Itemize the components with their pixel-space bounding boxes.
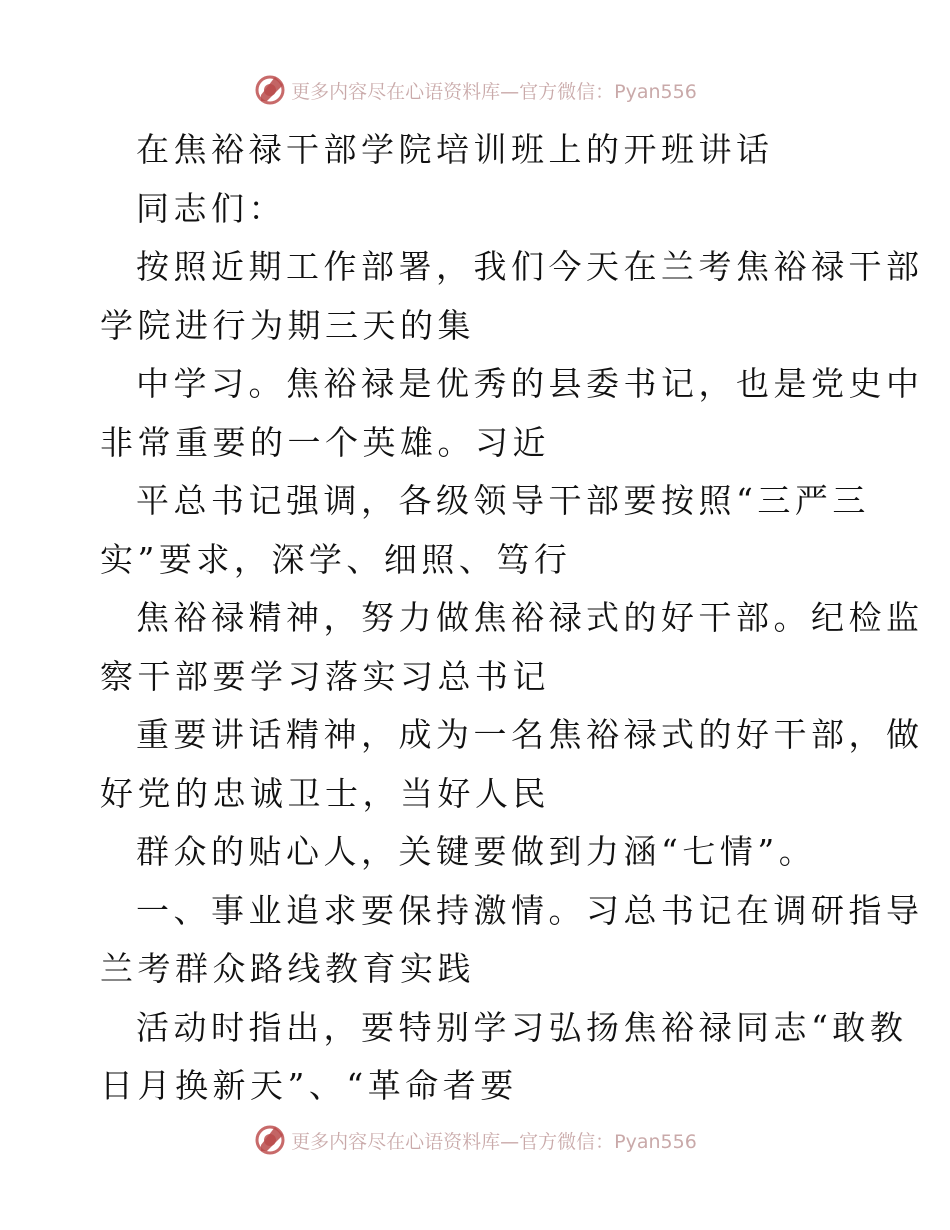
document-title: 在焦裕禄干部学院培训班上的开班讲话 xyxy=(136,130,774,169)
footer-watermark xyxy=(0,1120,950,1160)
paragraph-line: 按照近期工作部署，我们今天在兰考焦裕禄干部 xyxy=(136,247,924,286)
paragraph-line: 重要讲话精神，成为一名焦裕禄式的好干部，做 xyxy=(136,715,924,754)
paragraph-line: 活动时指出，要特别学习弘扬焦裕禄同志“敢教 xyxy=(136,1007,908,1047)
paragraph-line: 察干部要学习落实习总书记 xyxy=(100,656,550,696)
paragraph-line: 日月换新天”、“革命者要 xyxy=(100,1066,518,1105)
header-watermark xyxy=(0,70,950,110)
paragraph-line: 中学习。焦裕禄是优秀的县委书记，也是党史中 xyxy=(136,364,924,403)
paragraph-line: 焦裕禄精神，努力做焦裕禄式的好干部。纪检监 xyxy=(136,598,924,637)
paragraph-line: 好党的忠诚卫士，当好人民 xyxy=(100,773,550,813)
paragraph-line: 群众的贴心人，关键要做到力涵“七情”。 xyxy=(136,832,817,871)
salutation: 同志们： xyxy=(136,188,286,228)
section-heading-line: 一、事业追求要保持激情。习总书记在调研指导 xyxy=(136,890,924,930)
paragraph-line: 兰考群众路线教育实践 xyxy=(100,949,475,988)
red-circle-pen-logo-icon xyxy=(253,73,287,107)
watermark-text: 更多内容尽在心语资料库—官方微信：Pyan556 xyxy=(291,80,697,103)
paragraph-line: 非常重要的一个英雄。习近 xyxy=(100,422,550,462)
paragraph-line: 实”要求，深学、细照、笃行 xyxy=(100,539,572,579)
document-body xyxy=(100,121,924,1116)
watermark-text: 更多内容尽在心语资料库—官方微信：Pyan556 xyxy=(291,1130,697,1153)
paragraph-line: 学院进行为期三天的集 xyxy=(100,305,475,345)
paragraph-line: 平总书记强调，各级领导干部要按照“三严三 xyxy=(136,481,870,520)
red-circle-pen-logo-icon xyxy=(253,1123,287,1157)
